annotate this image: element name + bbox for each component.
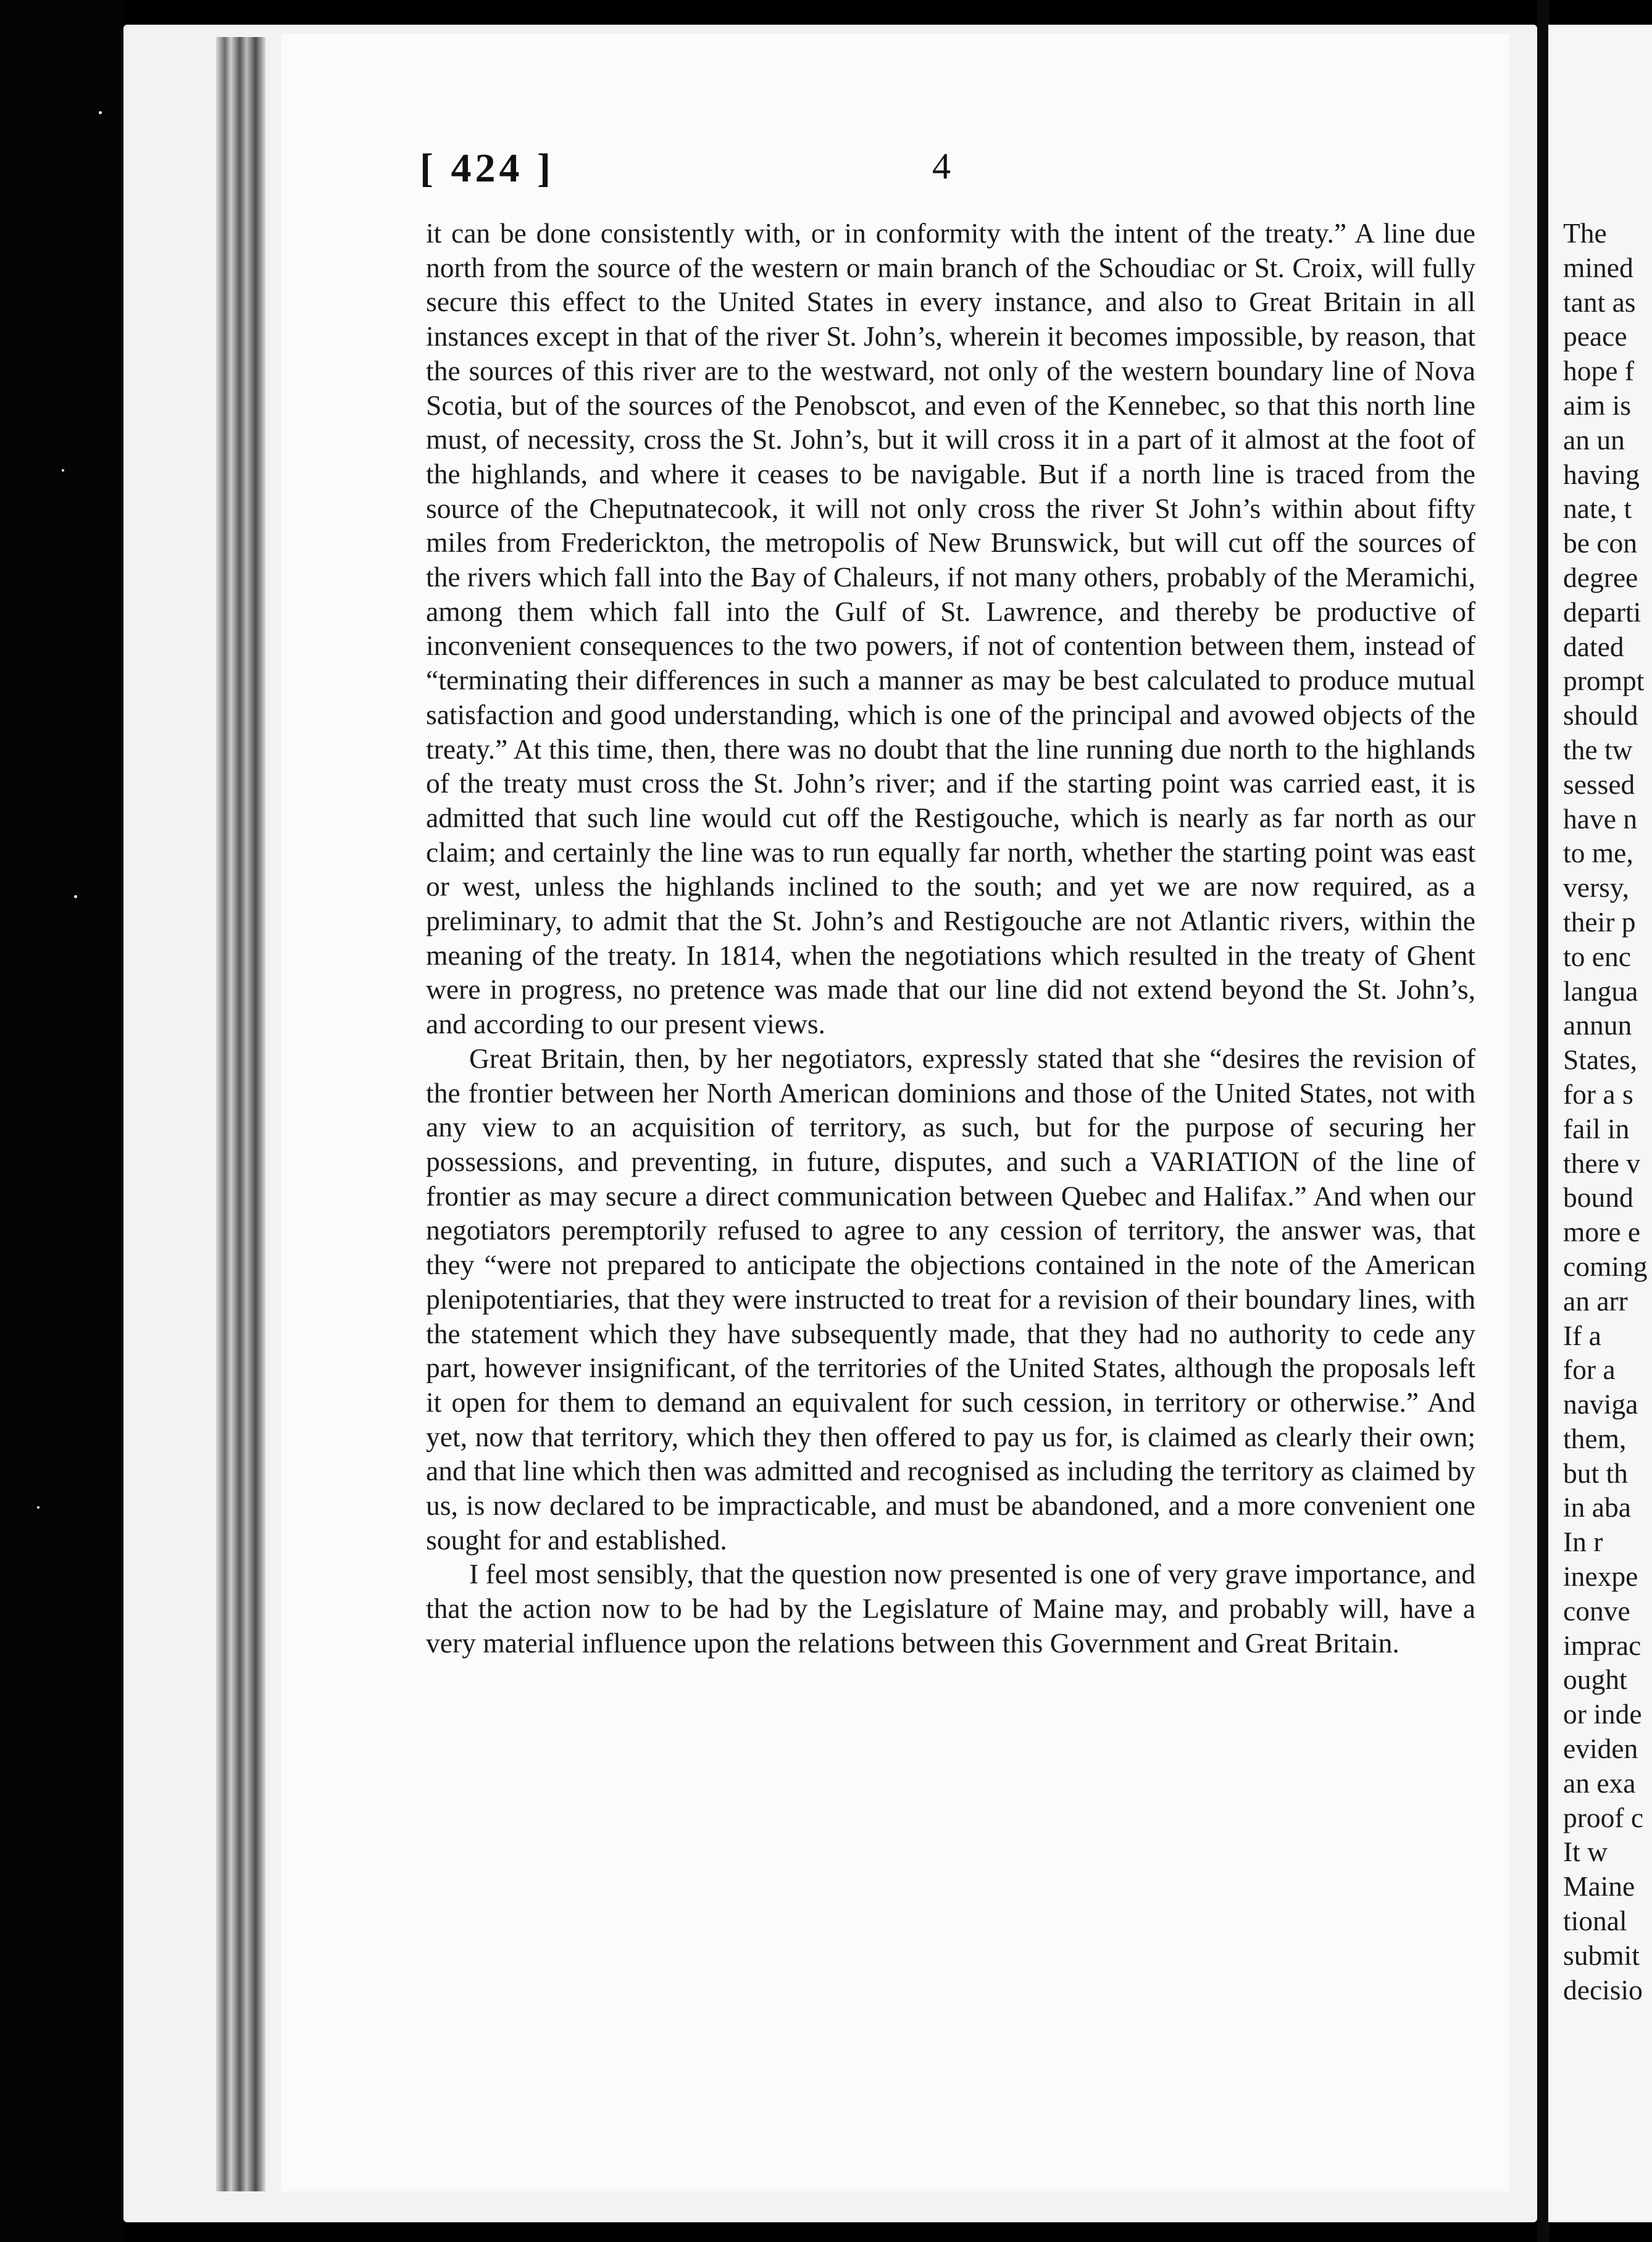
facing-page-line: or inde xyxy=(1563,1698,1642,1730)
facing-page-line: an un xyxy=(1563,423,1625,456)
paragraph-2: Great Britain, then, by her negotiators, expressly stated that she “desires the revision of the frontier between her North American dominions and those of the United States, not with any view to an acquisition of territory, as such, but for the purpose of securing her possessions, and preventing, in future, disputes, and such a VARIATION of the line of frontier as may secure a direct communication between Quebec and Halifax.” And when our negotiators peremptorily refused to agree to any cession of territory, the answer was, that they “were not prepared to anticipate the objections contained in the note of the American plenipotentiaries, that they were instructed to treat for a revision of their boundary lines, with the statement which they have subsequently made, that they had no authority to cede any part, however insignificant, of the territories of the United States, although the proposals left it open for them to demand an equivalent for such cession, in territory or otherwise.” And yet, now that territory, which they then offered to pay us for, is claimed as clearly their own; and that line which then was admitted and recognised as including the territory as claimed by us, is now declared to be impracticable, and must be abandoned, and a more convenient one sought for and established. xyxy=(426,1042,1475,1556)
facing-page-line: be con xyxy=(1563,527,1638,559)
facing-page-line: to me, xyxy=(1563,837,1633,869)
scan-speck xyxy=(37,1506,40,1509)
paragraph-3: I feel most sensibly, that the question now presented is one of very grave importance, and that the action now to be had by the Legislature of Maine may, and probably will, have a very material influence upon the relations between this Government and Great Britain. xyxy=(426,1558,1475,1659)
facing-page-line: dated xyxy=(1563,630,1624,662)
facing-page-line: degree xyxy=(1563,561,1638,593)
facing-page-line: submit xyxy=(1563,1939,1640,1971)
facing-page-line: hope f xyxy=(1563,355,1634,387)
document-body xyxy=(426,216,1475,1661)
facing-page-text-fragments xyxy=(1563,216,1652,2007)
facing-page-line: their p xyxy=(1563,906,1636,938)
facing-page-line: langua xyxy=(1563,975,1638,1007)
facing-page-line: an arr xyxy=(1563,1285,1628,1317)
facing-page-line: for a s xyxy=(1563,1078,1633,1110)
facing-page-line: If a xyxy=(1563,1319,1601,1351)
facing-page-line: mined xyxy=(1563,251,1633,283)
document-page-reference: [ 424 ] xyxy=(420,146,554,191)
facing-page-line: versy, xyxy=(1563,872,1629,904)
facing-page-line: the tw xyxy=(1563,733,1633,765)
facing-page-line: ought xyxy=(1563,1664,1627,1696)
facing-page-line: having xyxy=(1563,458,1640,490)
facing-page-line: there v xyxy=(1563,1147,1641,1179)
facing-page-line: prompt xyxy=(1563,665,1645,697)
paragraph-1: it can be done consistently with, or in conformity with the intent of the treaty.” A line due north from the source of the western or main branch of the Schoudiac or St. Croix, will fully secure this effect to the United States in every instance, and also to Great Britain in all instances except in that of the river St. John’s, wherein it becomes impossible, by reason, that the sources of this river are to the westward, not only of the western boundary line of Nova Scotia, but of the sources of the Penobscot, and even of the Kennebec, so that this north line must, of necessity, cross the St. John’s, but it will cross it in a part of it almost at the foot of the highlands, and where it ceases to be navigable. But if a north line is traced from the source of the Cheputnatecook, it will not only cross the river St John’s within about fifty miles from Frederickton, the metropolis of New Brunswick, but will cut off the sources of the rivers which fall into the Bay of Chaleurs, if not many others, probably of the Meramichi, among them which fall into the Gulf of St. Lawrence, and thereby be productive of inconvenient consequences to the two powers, if not of contention between them, instead of “terminating their differences in such a manner as may be best calculated to produce mutual satisfaction and good understanding, which is one of the principal and avowed objects of the treaty.” At this time, then, there was no doubt that the line running due north to the highlands of the treaty must cross the St. John’s river; and if the starting point was carried east, it is admitted that such line would cut off the Restigouche, which is nearly as far north as our claim; and certainly the line was to run equally far north, whether the starting point was east or west, unless the highlands inclined to the south; and yet we are now required, as a preliminary, to admit that the St. John’s and Restigouche are not Atlantic rivers, within the meaning of the treaty. In 1814, when the negotiations which resulted in the treaty of Ghent were in progress, no pretence was made that our line did not extend beyond the St. John’s, and according to our present views. xyxy=(426,217,1475,1040)
scan-speck xyxy=(99,111,102,114)
facing-page-line: bound xyxy=(1563,1181,1633,1214)
facing-page-line: In r xyxy=(1563,1526,1603,1558)
facing-page-line: proof c xyxy=(1563,1801,1644,1833)
facing-page-line: should xyxy=(1563,699,1638,731)
facing-page-line: The xyxy=(1563,217,1607,249)
facing-page-line: have n xyxy=(1563,802,1638,835)
facing-page-line: them, xyxy=(1563,1422,1627,1454)
facing-page-line: tant as xyxy=(1563,286,1636,318)
scan-background-left xyxy=(0,0,123,2242)
facing-page-line: It w xyxy=(1563,1836,1608,1868)
facing-page-line: aim is xyxy=(1563,389,1631,421)
facing-page-line: more e xyxy=(1563,1216,1641,1248)
page-number: 4 xyxy=(932,146,951,186)
facing-page-line: for a xyxy=(1563,1354,1616,1386)
facing-page-line: departi xyxy=(1563,596,1642,628)
facing-page-line: peace xyxy=(1563,320,1627,352)
facing-page-line: fail in xyxy=(1563,1112,1630,1144)
facing-page-line: tional xyxy=(1563,1905,1627,1937)
book-gutter xyxy=(1537,0,1550,2242)
facing-page-line: nate, t xyxy=(1563,493,1632,525)
facing-page-line: sessed xyxy=(1563,768,1635,800)
facing-page-line: imprac xyxy=(1563,1629,1642,1661)
book-page-edges xyxy=(216,37,265,2191)
facing-page-line: States, xyxy=(1563,1044,1638,1076)
facing-page-line: coming xyxy=(1563,1250,1648,1282)
facing-page-line: Maine xyxy=(1563,1870,1635,1902)
facing-page-line: conve xyxy=(1563,1594,1630,1627)
scan-speck xyxy=(74,895,77,898)
scan-speck xyxy=(62,469,64,472)
facing-page-line: inexpe xyxy=(1563,1561,1638,1593)
facing-page-line: naviga xyxy=(1563,1388,1638,1420)
facing-page-line: in aba xyxy=(1563,1491,1631,1523)
facing-page-line: an exa xyxy=(1563,1767,1636,1799)
facing-page-line: decisio xyxy=(1563,1973,1643,2006)
facing-page-line: but th xyxy=(1563,1457,1628,1489)
facing-page-line: to enc xyxy=(1563,940,1631,972)
facing-page-line: annun xyxy=(1563,1009,1632,1041)
facing-page-line: eviden xyxy=(1563,1733,1638,1765)
